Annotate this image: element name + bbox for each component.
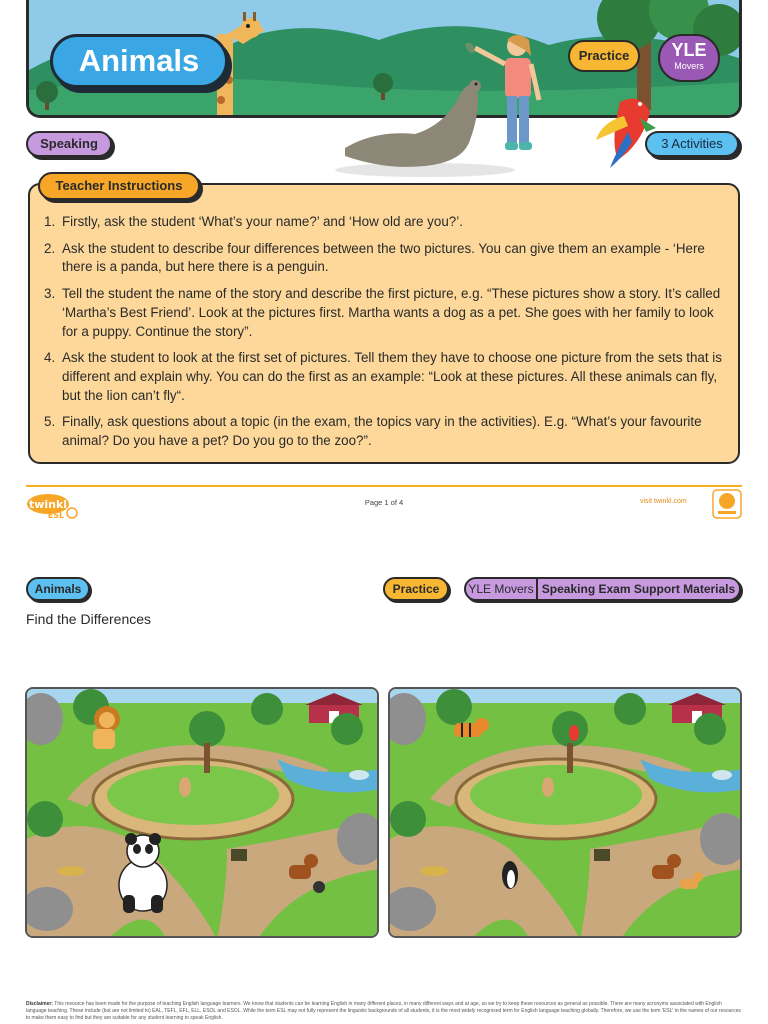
ducks bbox=[57, 866, 85, 876]
speaking-tag: Speaking bbox=[26, 131, 112, 157]
instruction-item: 5. Finally, ask questions about a topic (in the exam, the topics vary in the activities). E.g. “What’s your favourite animal? Do you have a pet? Do you go to the zoo?”. bbox=[44, 414, 702, 449]
instruction-item: 4. Ask the student to look at the first set of pictures. Tell them they have to choose one picture from the sets that is different and explain why. You can do the first as an example: “Look at these pictures. All these animals can fly, but the lion can’t fly“. bbox=[44, 350, 722, 403]
seal-animal bbox=[349, 770, 369, 780]
disclaimer-text: This resource has been made for the purpose of teaching English language learners. We know that students can be learning English in many different places, in many different ways and at age, so we try to keep these resources as general as possible. There are many acronyms associated with English language teaching. These include (but are not limited to) EAL, TEFL, EFL, ELL, ESOL and ESOL. While the term ESL may not fully represent the linguistic backgrounds of all students, it is the most widely recognised term for English language teaching globally. Therefore, we use the term 'ESL' in the names of our resources to make them easy to find but they are suitable for any student learning to speak English. bbox=[26, 1001, 741, 1021]
activities-tag: 3 Activities bbox=[645, 131, 739, 157]
practice-badge: Practice bbox=[568, 40, 640, 72]
instructions-list bbox=[40, 213, 730, 459]
instruction-item: 3. Tell the student the name of the story and describe the first picture, e.g. “These pictures show a story. It’s called ‘Martha’s Best Friend’. Look at the pictures first. Martha wants a dog as a pet. She goes with her family to look for a puppy. Continue the story”. bbox=[44, 286, 721, 339]
teacher-instructions-heading: Teacher Instructions bbox=[38, 172, 200, 200]
page-number: Page 1 of 4 bbox=[364, 498, 404, 507]
visit-link[interactable]: visit twinkl.com bbox=[640, 498, 687, 505]
seal bbox=[345, 80, 481, 167]
quality-badge-icon bbox=[712, 489, 742, 519]
zoo-picture-right bbox=[388, 687, 742, 938]
practice-tag: Practice bbox=[383, 577, 449, 601]
seal-animal bbox=[712, 770, 732, 780]
yle-movers-badge bbox=[658, 34, 720, 82]
kangaroo bbox=[542, 777, 554, 797]
cat bbox=[313, 881, 325, 893]
svg-text:ESL: ESL bbox=[47, 511, 65, 520]
yle-movers-tag: YLE Movers bbox=[464, 577, 538, 601]
zoo-scene bbox=[27, 689, 379, 938]
find-differences-heading: Find the Differences bbox=[26, 611, 152, 627]
animals-tag: Animals bbox=[26, 577, 90, 601]
speaking-materials-tag: Speaking Exam Support Materials bbox=[538, 577, 741, 601]
footer-divider bbox=[26, 485, 742, 487]
disclaimer bbox=[26, 1001, 742, 1022]
page-title: Animals bbox=[50, 34, 228, 88]
penguin bbox=[502, 861, 518, 889]
yle-title: YLE bbox=[671, 40, 707, 60]
ducks bbox=[420, 866, 448, 876]
girl-seal-illustration bbox=[335, 30, 665, 180]
instruction-item: 1. Firstly, ask the student ‘What’s your name?’ and ‘How old are you?’. bbox=[44, 214, 463, 229]
zoo-scene bbox=[390, 689, 742, 938]
kangaroo bbox=[179, 777, 191, 797]
disclaimer-label: Disclaimer: bbox=[26, 1001, 53, 1007]
parrot-in-tree bbox=[569, 725, 579, 741]
instruction-item: 2. Ask the student to describe four differences between the two pictures. You can give them an example - ‘Here there is a panda, but here there is a penguin. bbox=[44, 240, 705, 275]
svg-text:twinkl: twinkl bbox=[28, 498, 68, 511]
yle-level: Movers bbox=[674, 61, 704, 71]
parrot bbox=[596, 99, 656, 168]
zoo-picture-left bbox=[25, 687, 379, 938]
signpost bbox=[231, 849, 247, 861]
signpost bbox=[594, 849, 610, 861]
